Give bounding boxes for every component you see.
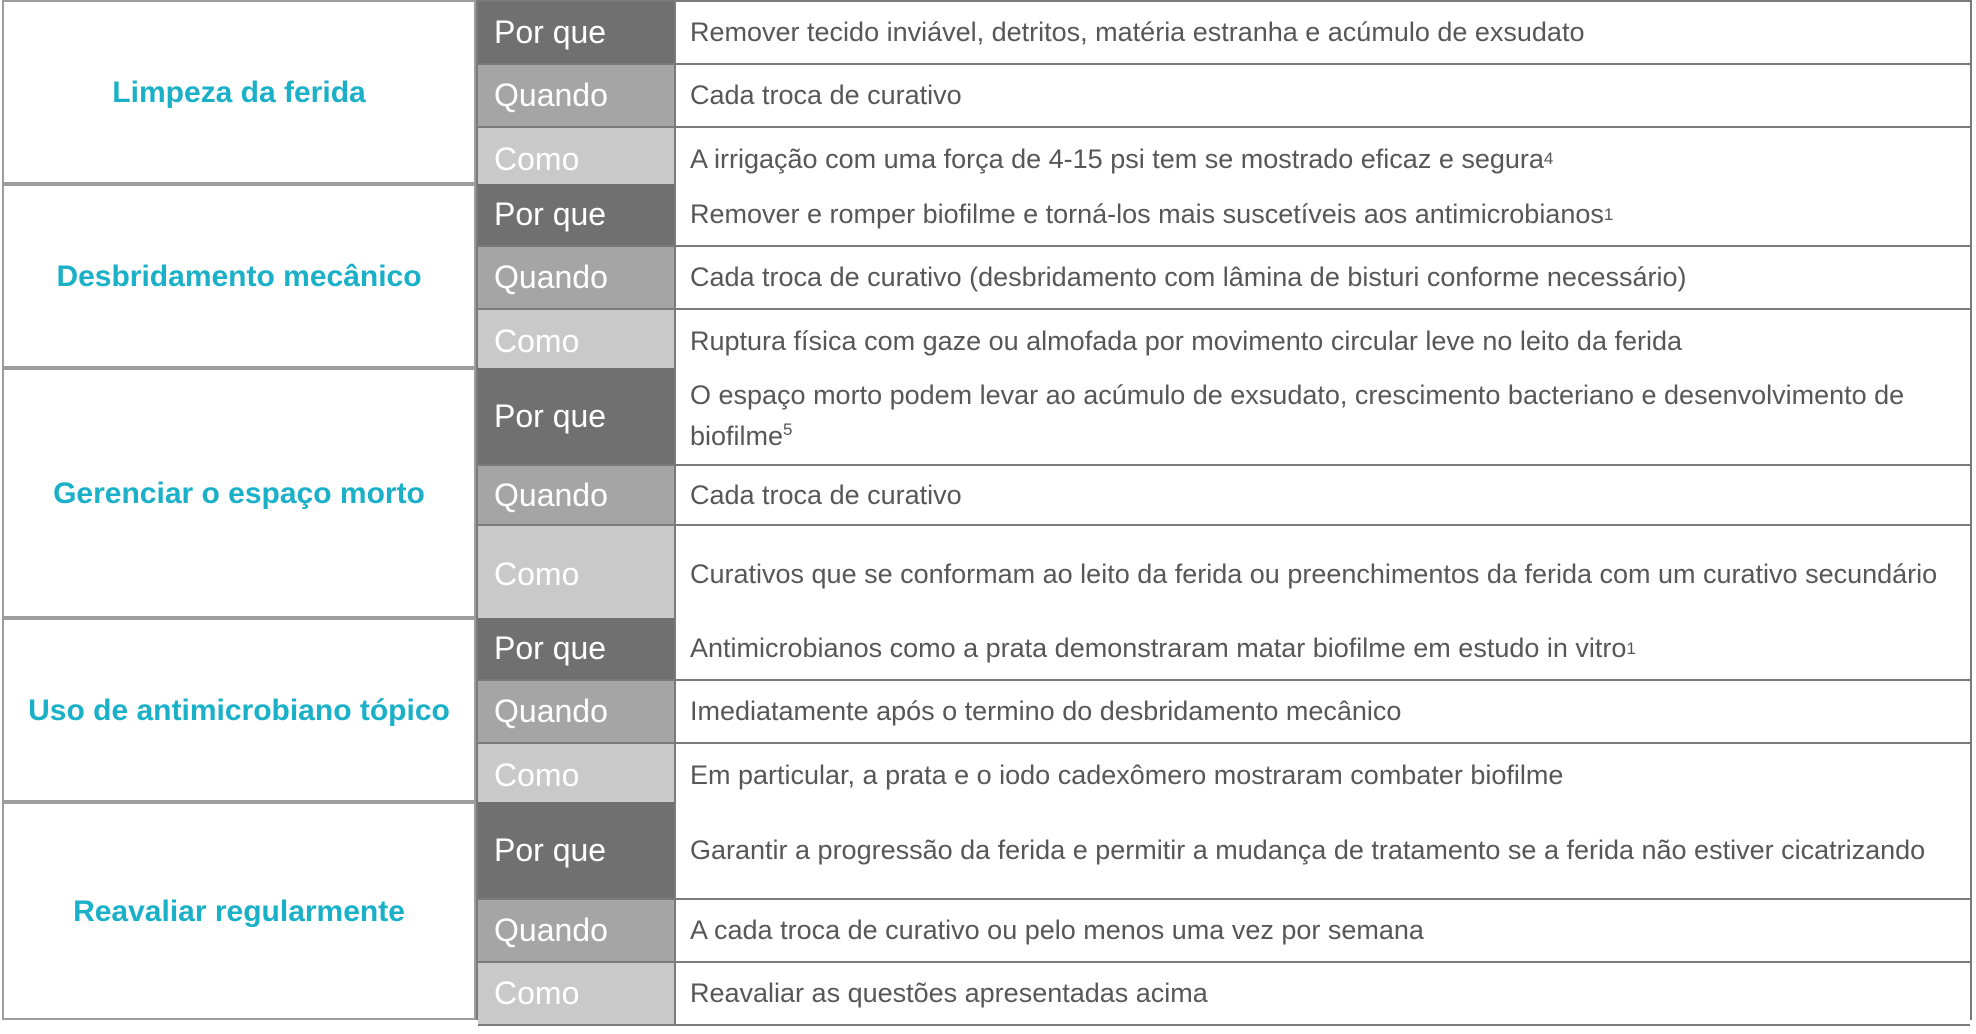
section-antimicrobiano <box>0 618 1976 802</box>
when-row <box>478 681 1970 744</box>
when-text: A cada troca de curativo ou pelo menos uma vez por semana <box>676 900 1970 961</box>
section-espaco-morto <box>0 368 1976 618</box>
why-row <box>478 184 1970 247</box>
category-cell: Desbridamento mecânico <box>2 184 476 368</box>
how-row <box>478 744 1970 808</box>
why-label: Por que <box>478 2 676 63</box>
when-row <box>478 65 1970 128</box>
how-text: Reavaliar as questões apresentadas acima <box>676 963 1970 1024</box>
why-label: Por que <box>478 802 676 898</box>
how-text: Ruptura física com gaze ou almofada por movimento circular leve no leito da ferida <box>676 310 1970 372</box>
how-row <box>478 310 1970 374</box>
when-row <box>478 466 1970 526</box>
category-cell: Gerenciar o espaço morto <box>2 368 476 618</box>
why-label: Por que <box>478 618 676 679</box>
detail-rows <box>476 618 1972 802</box>
category-cell: Uso de antimicrobiano tópico <box>2 618 476 802</box>
section-reavaliar <box>0 802 1976 1020</box>
why-label: Por que <box>478 184 676 245</box>
how-label: Como <box>478 744 676 806</box>
why-row <box>478 802 1970 900</box>
when-row <box>478 900 1970 963</box>
detail-rows <box>476 184 1972 368</box>
when-label: Quando <box>478 466 676 524</box>
why-text: O espaço morto podem levar ao acúmulo de exsudato, crescimento bacteriano e desenvolvimento de biofilme$^5$ <box>676 368 1970 464</box>
when-text: Cada troca de curativo <box>676 65 1970 126</box>
when-label: Quando <box>478 247 676 308</box>
detail-rows <box>476 368 1972 618</box>
when-label: Quando <box>478 900 676 961</box>
why-row <box>478 618 1970 681</box>
reference-superscript: 5 <box>783 420 793 439</box>
when-text: Cada troca de curativo (desbridamento com lâmina de bisturi conforme necessário) <box>676 247 1970 308</box>
why-text: Garantir a progressão da ferida e permitir a mudança de tratamento se a ferida não estiver cicatrizando <box>676 802 1970 898</box>
when-text: Imediatamente após o termino do desbridamento mecânico <box>676 681 1970 742</box>
why-text: Antimicrobianos como a prata demonstraram matar biofilme em estudo in vitro 1 <box>676 618 1970 679</box>
when-label: Quando <box>478 681 676 742</box>
why-row <box>478 0 1970 65</box>
how-row <box>478 526 1970 624</box>
how-text: A irrigação com uma força de 4-15 psi tem se mostrado eficaz e segura 4 <box>676 128 1970 190</box>
when-row <box>478 247 1970 310</box>
how-text: Em particular, a prata e o iodo cadexômero mostraram combater biofilme <box>676 744 1970 806</box>
why-text: Remover e romper biofilme e torná-los mais suscetíveis aos antimicrobianos 1 <box>676 184 1970 245</box>
detail-rows <box>476 802 1972 1020</box>
how-text: Curativos que se conformam ao leito da ferida ou preenchimentos da ferida com um curativo secundário <box>676 526 1970 622</box>
why-text: Remover tecido inviável, detritos, matéria estranha e acúmulo de exsudato <box>676 2 1970 63</box>
when-text: Cada troca de curativo <box>676 466 1970 524</box>
section-desbridamento <box>0 184 1976 368</box>
why-row <box>478 368 1970 466</box>
category-cell: Reavaliar regularmente <box>2 802 476 1020</box>
how-label: Como <box>478 128 676 190</box>
why-label: Por que <box>478 368 676 464</box>
category-cell: Limpeza da ferida <box>2 0 476 184</box>
when-label: Quando <box>478 65 676 126</box>
how-row <box>478 128 1970 192</box>
section-limpeza <box>0 0 1976 184</box>
how-label: Como <box>478 963 676 1024</box>
how-row <box>478 963 1970 1026</box>
detail-rows <box>476 0 1972 184</box>
how-label: Como <box>478 526 676 622</box>
how-label: Como <box>478 310 676 372</box>
